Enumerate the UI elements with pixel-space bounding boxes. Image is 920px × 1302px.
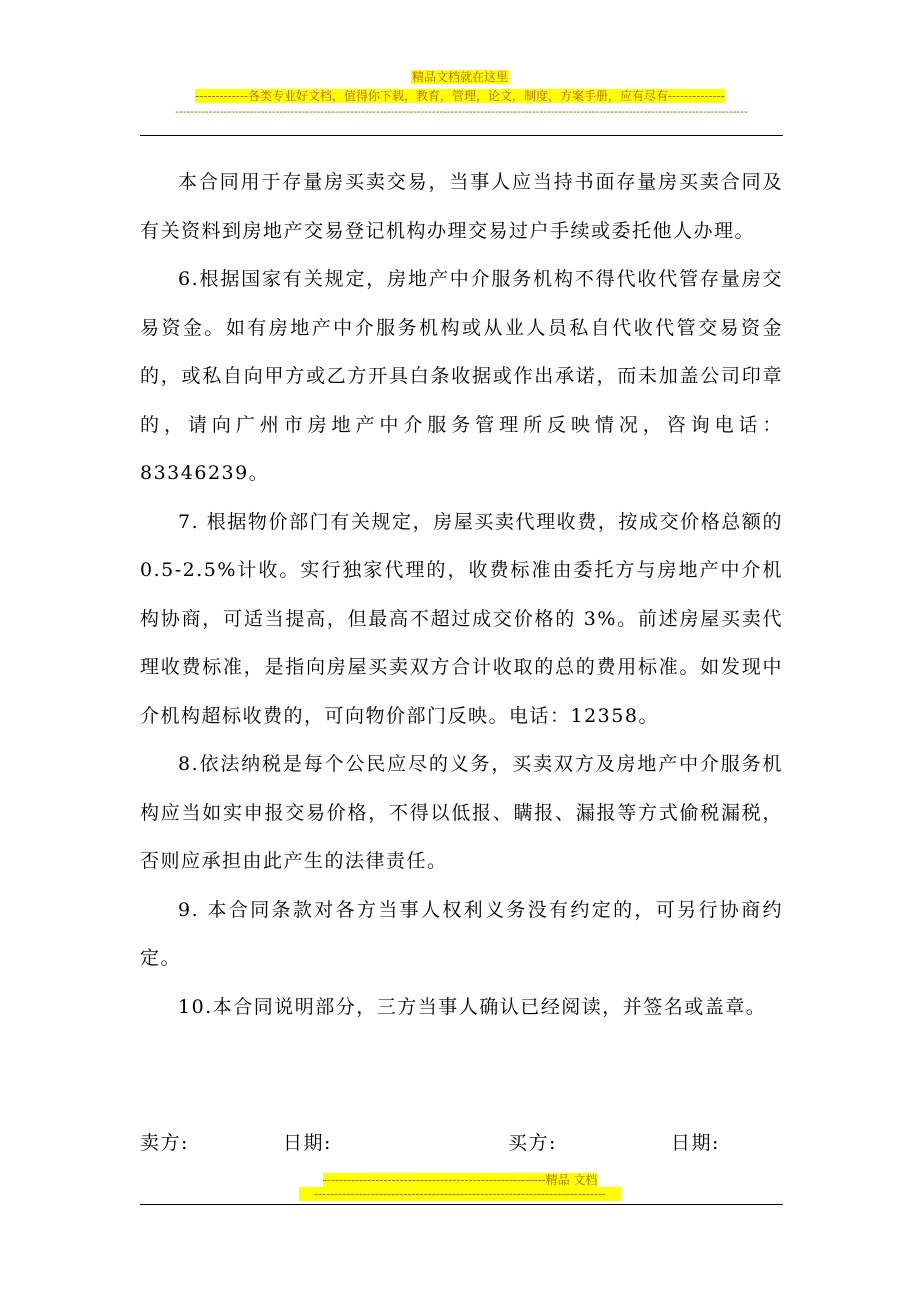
paragraph-intro: 本合同用于存量房买卖交易，当事人应当持书面存量房买卖合同及有关资料到房地产交易登记机构办理交易过户手续或委托他人办理。 <box>140 171 783 242</box>
footer-line-2 <box>0 1186 920 1205</box>
seller-label: 卖方: <box>140 1132 189 1154</box>
buyer-label: 买方: <box>508 1132 557 1154</box>
paragraph-9: 9. 本合同条款对各方当事人权利义务没有约定的，可另行协商约定。 <box>140 898 783 969</box>
footer-line-2-text: ------------------------------------------------------------------------ <box>299 1187 621 1201</box>
paragraph-6: 6.根据国家有关规定，房地产中介服务机构不得代收代管存量房交易资金。如有房地产中介服务机构或从业人员私自代收代管交易资金的，或私自向甲方或乙方开具白条收据或作出承诺，而未加盖公司印章的，请向广州市房地产中介服务管理所反映情况，咨询电话：83346239。 <box>140 268 783 484</box>
header-subtitle-text: -------------各类专业好文档，值得你下载，教育，管理，论文，制度，方案手册，应有尽有-------------- <box>195 89 725 103</box>
paragraph-10: 10.本合同说明部分，三方当事人确认已经阅读，并签名或盖章。 <box>178 995 767 1018</box>
seller-date-label: 日期: <box>283 1132 332 1154</box>
header-title <box>0 66 920 85</box>
header-dash-line: ---------------------------------------------------------------------------------------------------------------------------------------------------------- <box>175 105 748 118</box>
header-subtitle <box>0 85 920 104</box>
paragraph-8: 8.依法纳税是每个公民应尽的义务，买卖双方及房地产中介服务机构应当如实申报交易价格，不得以低报、瞒报、漏报等方式偷税漏税，否则应承担由此产生的法律责任。 <box>140 753 783 872</box>
document-body <box>140 158 783 1031</box>
footer-divider <box>140 1204 783 1205</box>
buyer-date-label: 日期: <box>671 1132 720 1154</box>
paragraph-7: 7. 根据物价部门有关规定，房屋买卖代理收费，按成交价格总额的 0.5-2.5%计收。实行独家代理的，收费标准由委托方与房地产中介机构协商，可适当提高，但最高不超过成交价格的 3%。前述房屋买卖代理收费标准，是指向房屋买卖双方合计收取的总的费用标准。如发现中介机构超标收费的，可向物价部门反映。电话：12358。 <box>140 510 783 727</box>
header-divider <box>140 135 783 136</box>
footer-line-1-text: -------------------------------------------------------精品 文档 <box>322 1173 598 1187</box>
header-title-text: 精品文档就在这里 <box>411 70 508 84</box>
